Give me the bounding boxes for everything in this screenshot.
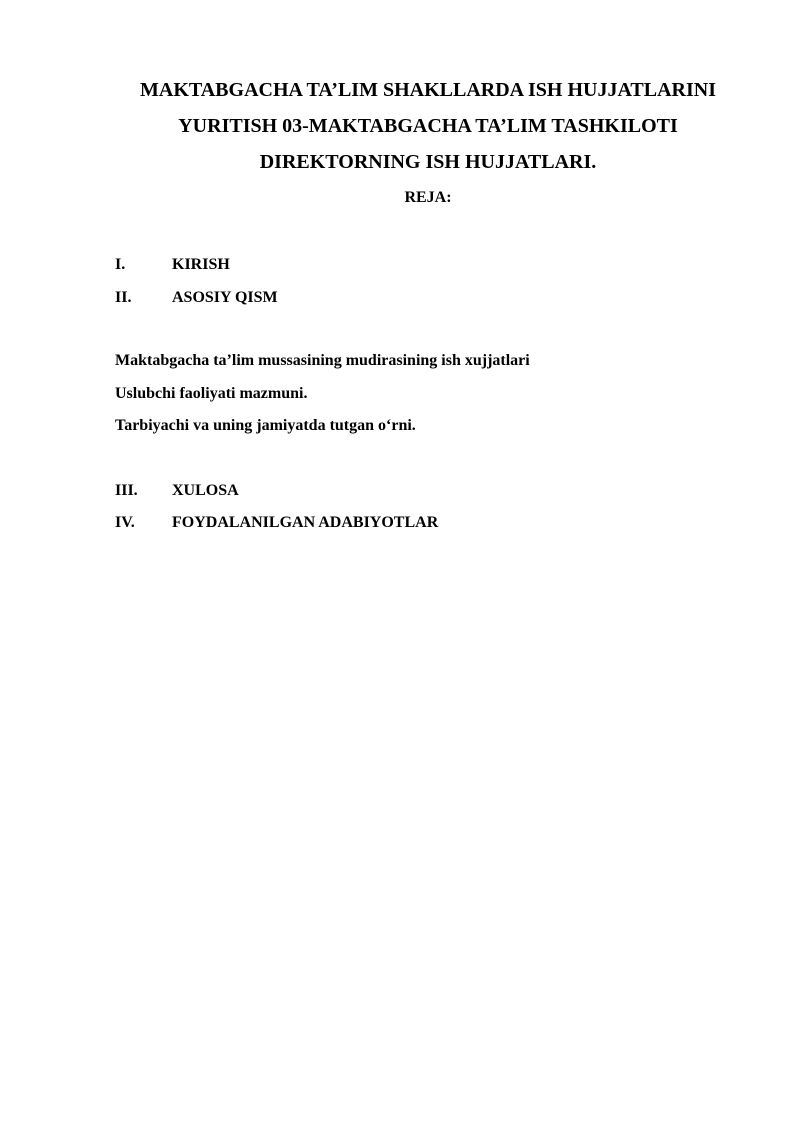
title-line-2: YURITISH 03-MAKTABGACHA TA’LIM TASHKILOTI xyxy=(178,115,678,137)
plan-item-numeral: II. xyxy=(115,289,132,306)
plan-item-label: ASOSIY QISM xyxy=(172,289,278,306)
plan-item-introduction xyxy=(115,255,230,275)
plan-heading: REJA: xyxy=(404,189,452,206)
plan-item-label: XULOSA xyxy=(172,482,239,499)
plan-item-label: KIRISH xyxy=(172,256,230,273)
main-topic-3: Tarbiyachi va uning jamiyatda tutgan o‘rni. xyxy=(115,417,416,434)
title-line-1: MAKTABGACHA TA’LIM SHAKLLARDA ISH HUJJATLARINI xyxy=(140,79,716,101)
plan-item-numeral: III. xyxy=(115,482,138,499)
title-line-3: DIREKTORNING ISH HUJJATLARI. xyxy=(259,151,597,173)
main-topic-1: Maktabgacha ta’lim mussasining mudirasining ish xujjatlari xyxy=(115,352,530,369)
plan-item-numeral: I. xyxy=(115,256,126,273)
plan-item-main-part xyxy=(115,288,278,308)
plan-item-label: FOYDALANILGAN ADABIYOTLAR xyxy=(172,514,439,531)
plan-item-references xyxy=(115,513,438,533)
main-topic-2: Uslubchi faoliyati mazmuni. xyxy=(115,385,308,402)
document-title xyxy=(100,72,756,180)
plan-item-conclusion xyxy=(115,481,239,501)
plan-item-numeral: IV. xyxy=(115,514,135,531)
